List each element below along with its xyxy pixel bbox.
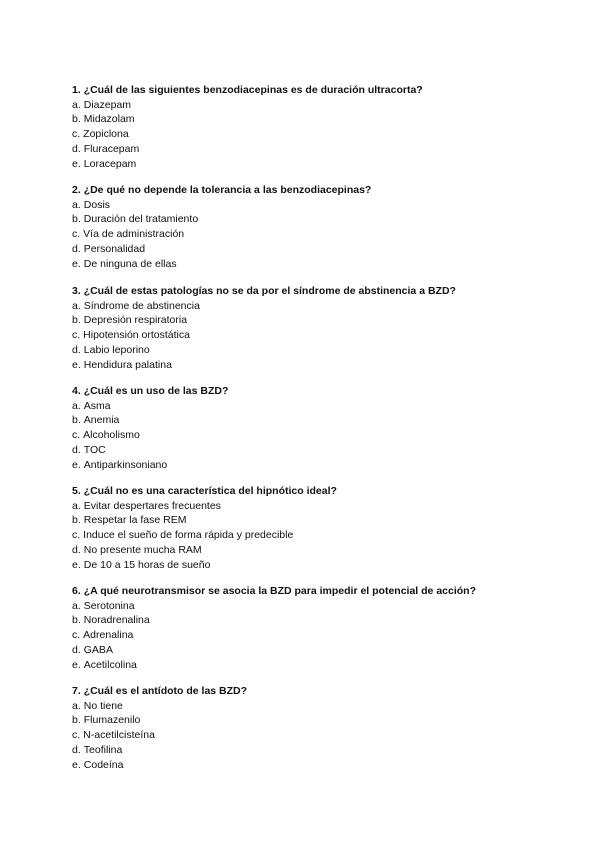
option-item (72, 428, 572, 443)
option-text: Asma (83, 399, 111, 412)
option-list (72, 699, 572, 773)
option-item (72, 358, 572, 373)
option-item (72, 212, 572, 227)
option-letter: d. (72, 743, 81, 756)
option-text: TOC (83, 443, 106, 456)
option-letter: b. (72, 714, 81, 727)
option-item (72, 299, 572, 314)
option-text: Noradrenalina (83, 614, 150, 627)
option-item (72, 413, 572, 428)
option-letter: d. (72, 443, 81, 456)
option-item (72, 699, 572, 714)
option-text: No presente mucha RAM (83, 543, 202, 556)
option-letter: e. (72, 358, 81, 371)
question-3 (72, 284, 572, 373)
option-letter: a. (72, 399, 81, 412)
option-letter: d. (72, 343, 81, 356)
option-item (72, 343, 572, 358)
option-item (72, 658, 572, 673)
option-letter: d. (72, 643, 81, 656)
option-list (72, 399, 572, 473)
question-number: 4. (72, 385, 81, 397)
option-item (72, 458, 572, 473)
question-6 (72, 584, 572, 673)
option-text: Antiparkinsoniano (83, 458, 168, 471)
question-number: 6. (72, 585, 81, 597)
question-text: ¿Cuál de las siguientes benzodiacepinas es de duración ultracorta? (83, 84, 423, 96)
option-letter: b. (72, 314, 81, 327)
question-title (72, 484, 572, 499)
question-4 (72, 384, 572, 473)
option-text: Hipotensión ortostática (83, 329, 190, 342)
question-text: ¿De qué no depende la tolerancia a las benzodiacepinas? (83, 184, 372, 196)
option-letter: a. (72, 299, 81, 312)
option-text: Depresión respiratoria (83, 314, 188, 327)
option-letter: e. (72, 257, 81, 270)
option-item (72, 328, 572, 343)
option-text: Serotonina (83, 599, 135, 612)
option-text: De 10 a 15 horas de sueño (83, 558, 211, 571)
option-item (72, 227, 572, 242)
option-letter: a. (72, 499, 81, 512)
question-number: 3. (72, 285, 81, 297)
question-title (72, 584, 572, 599)
question-text: ¿Cuál no es una característica del hipnótico ideal? (83, 485, 337, 497)
option-item (72, 313, 572, 328)
option-text: Flumazenilo (83, 714, 141, 727)
option-item (72, 98, 572, 113)
option-letter: e. (72, 157, 81, 170)
option-item (72, 242, 572, 257)
option-letter: b. (72, 414, 81, 427)
option-text: No tiene (83, 699, 123, 712)
option-letter: a. (72, 699, 81, 712)
option-list (72, 98, 572, 172)
option-item (72, 142, 572, 157)
option-item (72, 713, 572, 728)
question-1 (72, 83, 572, 172)
option-letter: c. (72, 729, 81, 742)
option-text: Personalidad (83, 242, 146, 255)
option-item (72, 257, 572, 272)
option-letter: c. (72, 629, 81, 642)
option-text: Hendidura palatina (83, 358, 172, 371)
option-list (72, 299, 572, 373)
question-title (72, 384, 572, 399)
option-text: Síndrome de abstinencia (83, 299, 200, 312)
question-title (72, 183, 572, 198)
option-letter: d. (72, 242, 81, 255)
option-text: Anemia (83, 414, 120, 427)
option-text: Teofilina (83, 743, 123, 756)
option-text: Alcoholismo (83, 429, 140, 442)
question-5 (72, 484, 572, 573)
option-letter: a. (72, 599, 81, 612)
option-list (72, 499, 572, 573)
option-letter: b. (72, 514, 81, 527)
option-item (72, 599, 572, 614)
option-text: Diazepam (83, 98, 132, 111)
option-text: GABA (83, 643, 113, 656)
question-text: ¿Cuál de estas patologías no se da por el síndrome de abstinencia a BZD? (83, 285, 456, 297)
option-text: Respetar la fase REM (83, 514, 187, 527)
option-item (72, 728, 572, 743)
option-text: Loracepam (83, 157, 137, 170)
question-7 (72, 684, 572, 773)
question-number: 5. (72, 485, 81, 497)
option-item (72, 528, 572, 543)
option-item (72, 112, 572, 127)
option-text: Acetilcolina (83, 658, 137, 671)
option-list (72, 599, 572, 673)
option-letter: e. (72, 658, 81, 671)
option-letter: d. (72, 142, 81, 155)
option-item (72, 543, 572, 558)
option-letter: c. (72, 429, 81, 442)
question-title (72, 83, 572, 98)
option-item (72, 198, 572, 213)
option-item (72, 628, 572, 643)
option-letter: e. (72, 558, 81, 571)
option-text: Fluracepam (83, 142, 140, 155)
option-text: Evitar despertares frecuentes (83, 499, 221, 512)
question-number: 7. (72, 685, 81, 697)
option-letter: b. (72, 113, 81, 126)
option-item (72, 613, 572, 628)
option-letter: c. (72, 228, 81, 241)
option-letter: e. (72, 458, 81, 471)
option-letter: b. (72, 213, 81, 226)
option-list (72, 198, 572, 272)
option-text: Zopiclona (83, 128, 129, 141)
option-item (72, 513, 572, 528)
option-letter: e. (72, 758, 81, 771)
option-item (72, 443, 572, 458)
option-item (72, 127, 572, 142)
option-text: Induce el sueño de forma rápida y predecible (83, 529, 294, 542)
question-title (72, 284, 572, 299)
option-letter: c. (72, 128, 81, 141)
option-text: Labio leporino (83, 343, 150, 356)
option-letter: a. (72, 98, 81, 111)
option-letter: b. (72, 614, 81, 627)
question-title (72, 684, 572, 699)
question-number: 2. (72, 184, 81, 196)
option-letter: a. (72, 198, 81, 211)
question-text: ¿Cuál es un uso de las BZD? (83, 385, 229, 397)
question-text: ¿A qué neurotransmisor se asocia la BZD para impedir el potencial de acción? (83, 585, 476, 597)
option-item (72, 399, 572, 414)
question-text: ¿Cuál es el antídoto de las BZD? (83, 685, 248, 697)
question-2 (72, 183, 572, 272)
option-item (72, 743, 572, 758)
option-text: Vía de administración (83, 228, 185, 241)
option-item (72, 558, 572, 573)
option-letter: c. (72, 529, 81, 542)
option-text: Codeína (83, 758, 124, 771)
option-item (72, 499, 572, 514)
option-text: Midazolam (83, 113, 135, 126)
option-text: Duración del tratamiento (83, 213, 199, 226)
option-letter: c. (72, 329, 81, 342)
option-item (72, 157, 572, 172)
option-item (72, 758, 572, 773)
option-letter: d. (72, 543, 81, 556)
option-item (72, 643, 572, 658)
option-text: N-acetilcisteína (83, 729, 155, 742)
question-number: 1. (72, 84, 81, 96)
option-text: De ninguna de ellas (83, 257, 177, 270)
option-text: Adrenalina (83, 629, 134, 642)
option-text: Dosis (83, 198, 111, 211)
